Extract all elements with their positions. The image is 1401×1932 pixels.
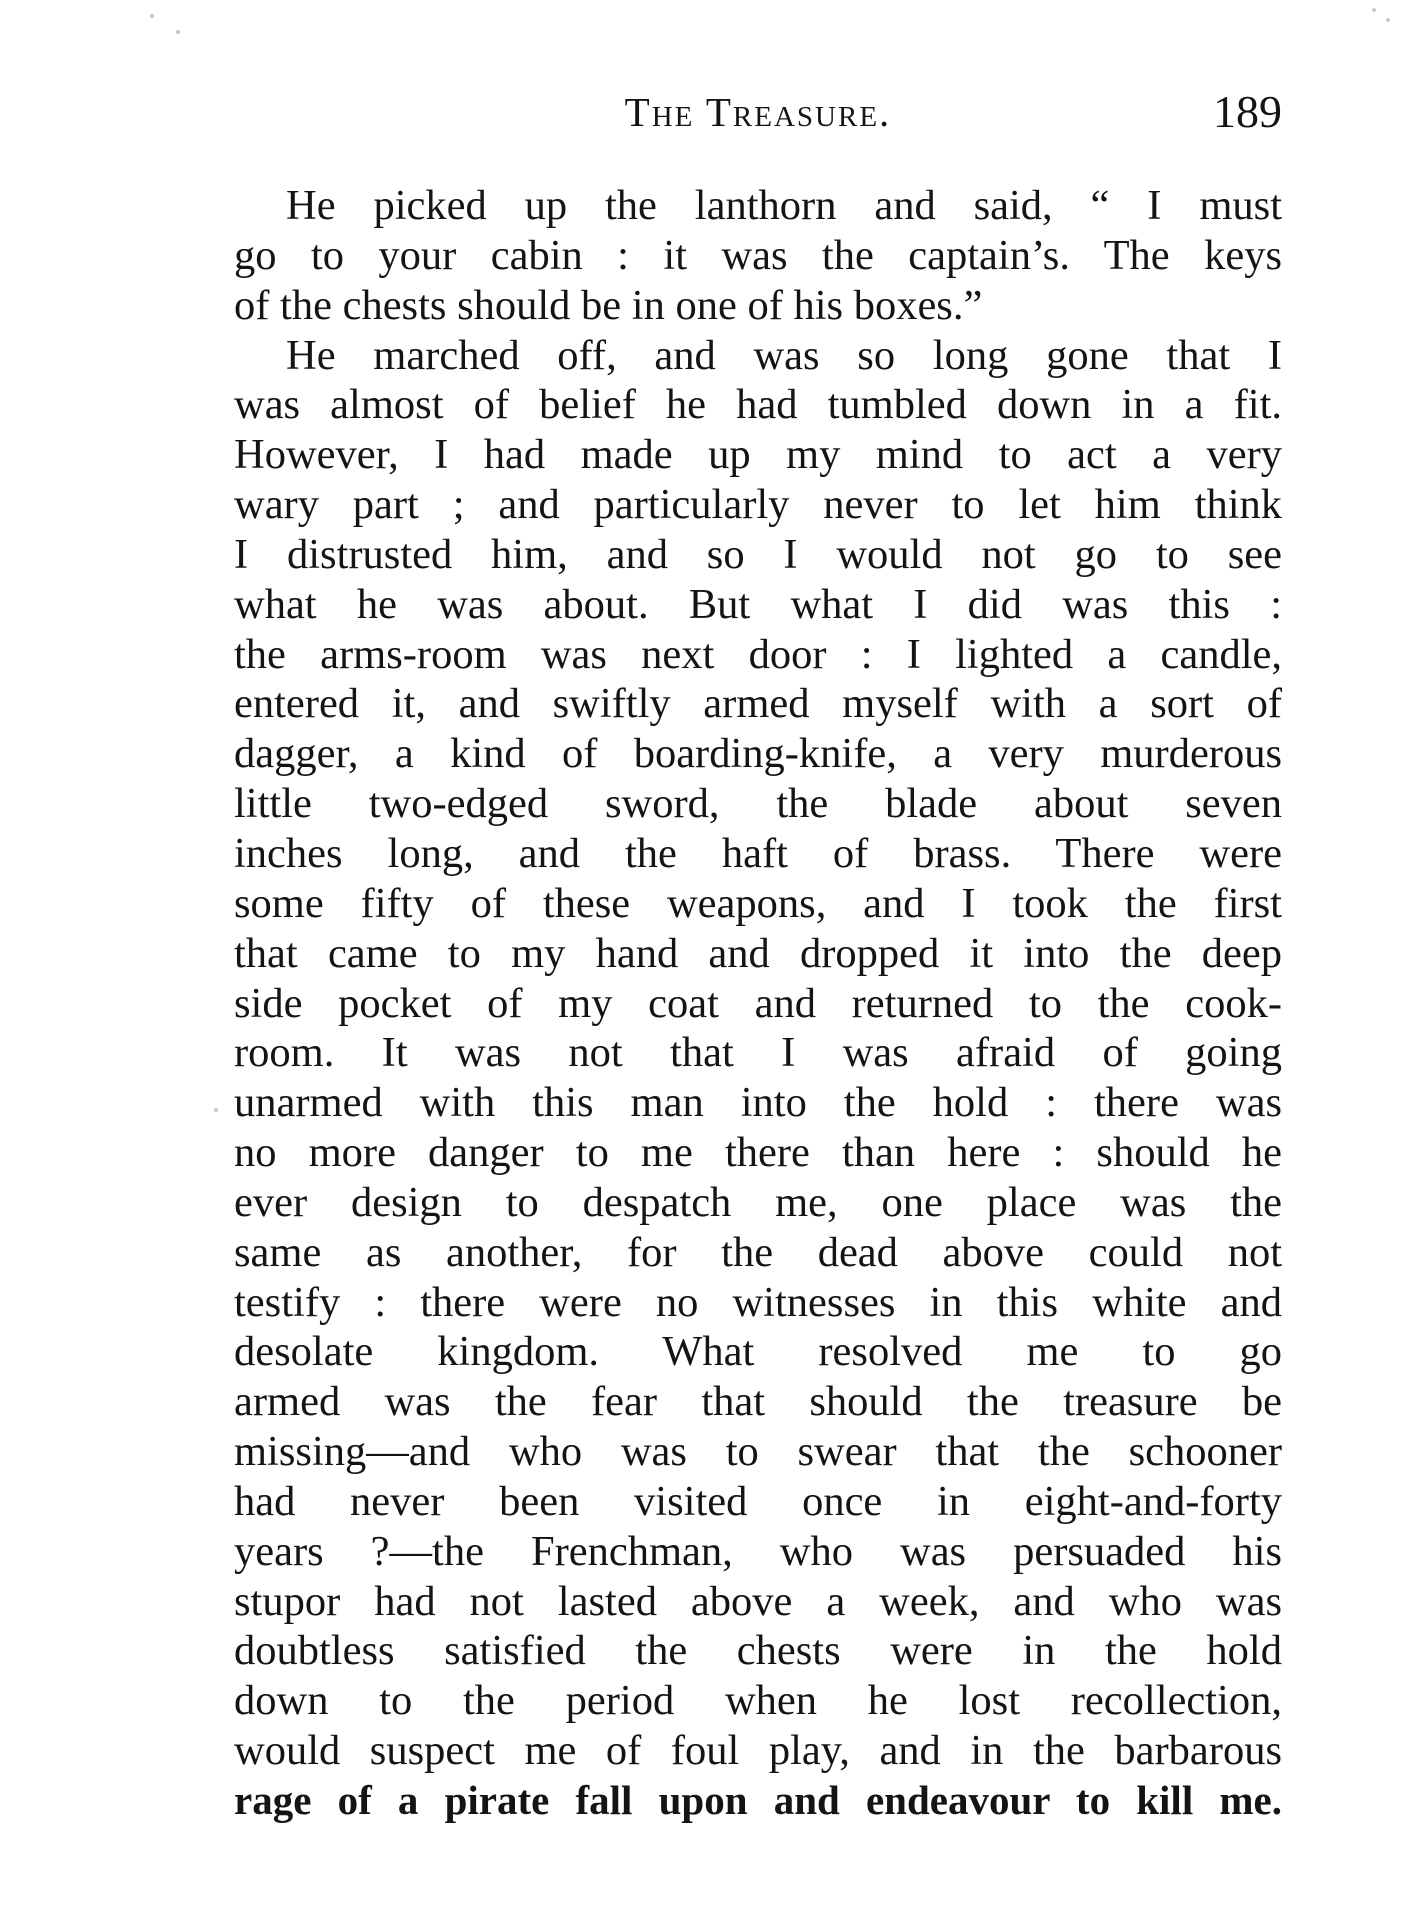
text-line: of the chests should be in one of his boxes.” (234, 281, 983, 329)
page-number: 189 (1213, 86, 1282, 137)
text-line: same as another, for the dead above could not (234, 1228, 1282, 1276)
text-line: armed was the fear that should the treasure be (234, 1378, 1282, 1426)
text-line: unarmed with this man into the hold : there was (234, 1079, 1282, 1127)
text-line: However, I had made up my mind to act a very (234, 431, 1282, 479)
text-line: years ?—the Frenchman, who was persuaded his (234, 1527, 1282, 1575)
body-text (234, 181, 1282, 1826)
text-line: that came to my hand and dropped it into the deep (234, 929, 1282, 977)
text-line: dagger, a kind of boarding-knife, a very murderous (234, 730, 1282, 778)
paper-speck (176, 30, 180, 34)
text-line: side pocket of my coat and returned to the cook- (234, 979, 1282, 1027)
text-line: room. It was not that I was afraid of going (234, 1029, 1282, 1077)
chapter-title: The Treasure. (624, 89, 892, 135)
text-line: He picked up the lanthorn and said, “ I must (286, 182, 1282, 229)
text-line: wary part ; and particularly never to let him think (234, 481, 1282, 529)
text-line: some fifty of these weapons, and I took the first (234, 879, 1282, 927)
running-head (234, 82, 1282, 142)
text-line: go to your cabin : it was the captain’s. The keys (234, 231, 1282, 279)
text-line: was almost of belief he had tumbled down in a fit. (234, 381, 1282, 429)
text-line: desolate kingdom. What resolved me to go (234, 1328, 1282, 1376)
text-line: inches long, and the haft of brass. There were (234, 829, 1282, 877)
paper-speck (1386, 18, 1390, 22)
text-line: the arms-room was next door : I lighted a candle, (234, 630, 1282, 678)
text-line: had never been visited once in eight-and-forty (234, 1477, 1282, 1525)
text-line: stupor had not lasted above a week, and who was (234, 1577, 1282, 1625)
paper-speck (1372, 8, 1376, 12)
text-line: missing—and who was to swear that the schooner (234, 1428, 1282, 1476)
text-line: rage of a pirate fall upon and endeavour to kill me. (234, 1777, 1282, 1823)
text-line: doubtless satisfied the chests were in the hold (234, 1627, 1282, 1675)
text-line: down to the period when he lost recollection, (234, 1677, 1282, 1725)
text-line: I distrusted him, and so I would not go to see (234, 530, 1282, 578)
text-line: entered it, and swiftly armed myself with a sort of (234, 680, 1282, 728)
text-line: ever design to despatch me, one place was the (234, 1178, 1282, 1226)
text-line: testify : there were no witnesses in this white and (234, 1278, 1282, 1326)
text-line: would suspect me of foul play, and in the barbarous (234, 1727, 1282, 1775)
paper-speck (150, 14, 154, 18)
text-line: no more danger to me there than here : should he (234, 1129, 1282, 1177)
paper-speck (214, 1108, 218, 1112)
text-line: little two-edged sword, the blade about seven (234, 780, 1282, 828)
text-line: He marched off, and was so long gone that I (286, 331, 1282, 379)
text-line: what he was about. But what I did was this : (234, 580, 1282, 628)
